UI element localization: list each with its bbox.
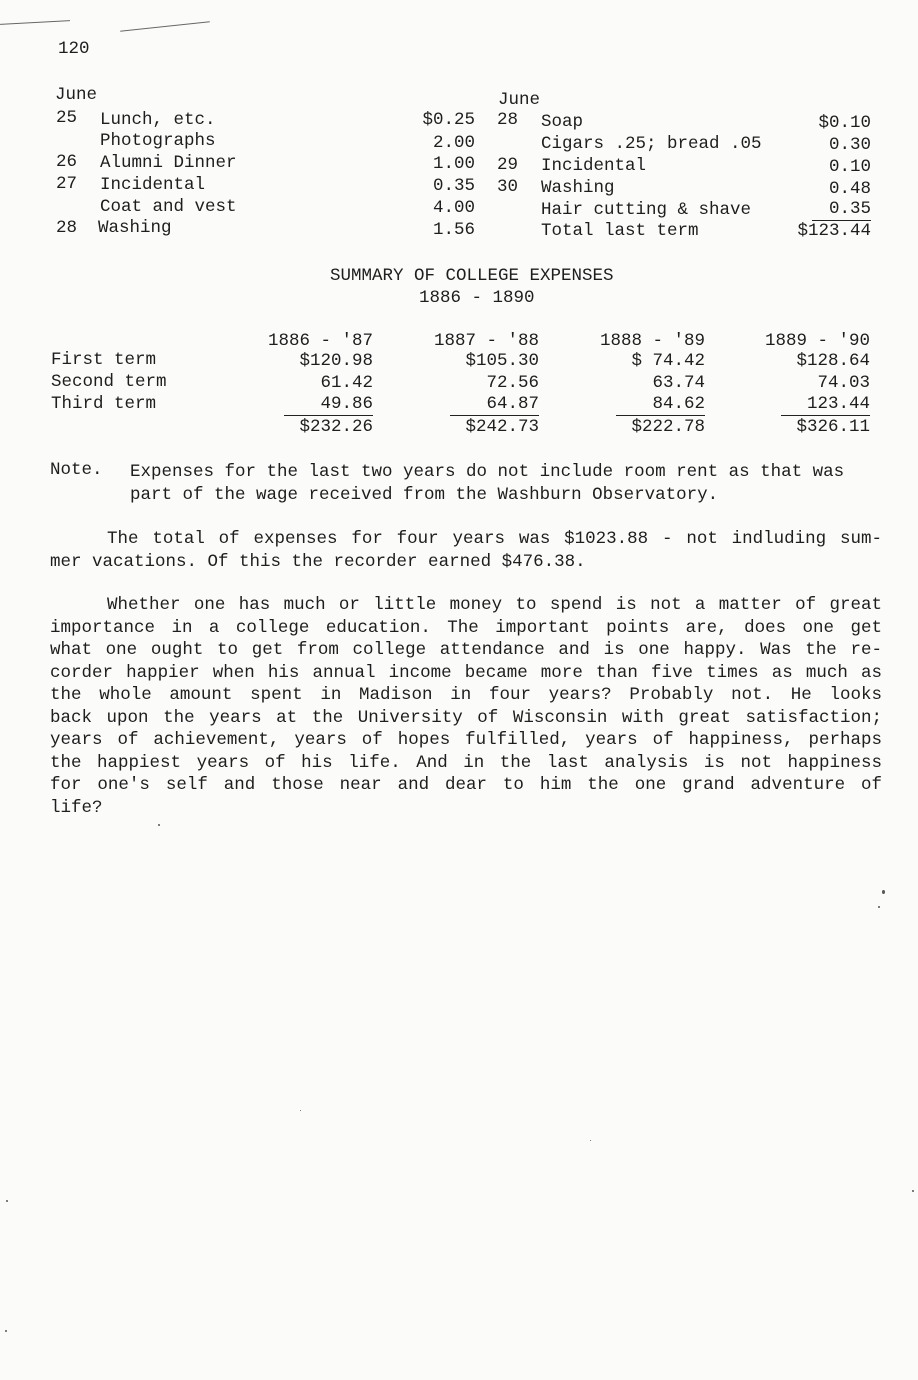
summary-row-label: First term bbox=[51, 350, 157, 370]
paragraph-line: the happiest years of his life. And in the last analysis is not happiness bbox=[50, 752, 882, 773]
paragraph-line: for one's self and those near and dear to him the one grand adventure of bbox=[50, 775, 882, 795]
ledger-item: Cigars .25; bread .05 bbox=[541, 134, 762, 154]
scan-speck bbox=[912, 1190, 914, 1192]
ledger-amount: 1.56 bbox=[432, 220, 475, 240]
scan-speck bbox=[5, 1330, 7, 1332]
summary-cell: 84.62 bbox=[616, 393, 705, 416]
summary-cell: 64.87 bbox=[450, 393, 539, 416]
scan-speck bbox=[158, 824, 160, 826]
ledger-amount: 0.35 bbox=[812, 198, 871, 221]
summary-cell: 72.56 bbox=[486, 373, 539, 393]
summary-total: $232.26 bbox=[299, 417, 373, 437]
summary-total: $222.78 bbox=[631, 417, 705, 437]
summary-cell: $105.30 bbox=[465, 351, 539, 371]
ledger-amount: $0.10 bbox=[818, 113, 871, 133]
paragraph-line: back upon the years at the University of Wisconsin with great satisfaction; bbox=[50, 707, 882, 728]
paragraph-reflection bbox=[50, 594, 882, 819]
ledger-total-amount: $123.44 bbox=[797, 221, 871, 241]
ledger-item: Incidental bbox=[100, 175, 206, 195]
summary-cell: 74.03 bbox=[817, 373, 870, 393]
ledger-amount: $0.25 bbox=[422, 110, 475, 130]
summary-cell: $ 74.42 bbox=[631, 351, 705, 371]
note-line: Expenses for the last two years do not include room rent as that was bbox=[130, 462, 845, 482]
ledger-amount: 0.10 bbox=[828, 157, 871, 177]
ledger-item: Washing bbox=[98, 218, 172, 238]
right-ledger-month: June bbox=[498, 90, 541, 110]
note-line: part of the wage received from the Washburn Observatory. bbox=[130, 485, 719, 505]
paragraph-line: The total of expenses for four years was $1023.88 - not indluding sum- bbox=[107, 529, 882, 549]
ledger-day: 27 bbox=[56, 174, 78, 194]
ledger-amount: 0.30 bbox=[828, 135, 871, 155]
paragraph-total-expenses bbox=[50, 528, 882, 573]
ledger-day: 30 bbox=[497, 177, 519, 197]
left-ledger-month: June bbox=[55, 85, 98, 105]
ledger-item: Hair cutting & shave bbox=[541, 200, 752, 220]
ledger-item: Photographs bbox=[100, 131, 216, 151]
scan-speck bbox=[882, 890, 885, 894]
ledger-day: 29 bbox=[497, 155, 519, 175]
summary-total: $326.11 bbox=[796, 417, 870, 437]
summary-cell: 49.86 bbox=[284, 393, 373, 416]
ledger-item: Alumni Dinner bbox=[100, 153, 237, 173]
ledger-amount: 4.00 bbox=[432, 198, 475, 218]
paragraph-line: life? bbox=[50, 797, 103, 818]
ledger-day: 25 bbox=[56, 108, 78, 128]
ledger-day: 28 bbox=[497, 110, 519, 130]
note-label: Note. bbox=[50, 460, 103, 480]
ledger-amount: 2.00 bbox=[432, 133, 475, 153]
paragraph-line: the whole amount spent in Madison in four years? Probably not. He looks bbox=[50, 685, 882, 705]
summary-column-header: 1888 - '89 bbox=[599, 331, 705, 351]
summary-column-header: 1887 - '88 bbox=[433, 331, 539, 351]
ledger-amount: 0.35 bbox=[432, 176, 475, 196]
ledger-item: Total last term bbox=[541, 221, 699, 241]
paragraph-line: Whether one has much or little money to spend is not a matter of great bbox=[107, 595, 882, 615]
scan-mark bbox=[0, 20, 70, 25]
ledger-item: Washing bbox=[541, 178, 615, 198]
ledger-item: Incidental bbox=[541, 156, 647, 176]
summary-row-label: Second term bbox=[51, 372, 167, 392]
scan-speck bbox=[590, 1140, 591, 1141]
ledger-day: 28 bbox=[56, 218, 78, 238]
summary-cell: $120.98 bbox=[299, 351, 373, 371]
summary-cell: $128.64 bbox=[796, 351, 870, 371]
ledger-amount: 0.48 bbox=[828, 179, 871, 199]
summary-years: 1886 - 1890 bbox=[419, 288, 535, 308]
summary-title: SUMMARY OF COLLEGE EXPENSES bbox=[330, 266, 614, 286]
scan-speck bbox=[300, 1110, 301, 1111]
summary-row-label: Third term bbox=[51, 394, 157, 414]
summary-total: $242.73 bbox=[465, 417, 539, 437]
summary-cell: 123.44 bbox=[781, 393, 870, 416]
ledger-item: Lunch, etc. bbox=[100, 110, 216, 130]
summary-cell: 63.74 bbox=[652, 373, 705, 393]
summary-cell: 61.42 bbox=[320, 373, 373, 393]
ledger-item: Soap bbox=[541, 112, 584, 132]
scan-speck bbox=[6, 1200, 8, 1202]
summary-column-header: 1889 - '90 bbox=[764, 331, 870, 351]
summary-column-header: 1886 - '87 bbox=[267, 331, 373, 351]
paragraph-line: corder happier when his annual income became more than five times as much as bbox=[50, 662, 882, 683]
ledger-amount: 1.00 bbox=[432, 154, 475, 174]
ledger-day: 26 bbox=[56, 152, 78, 172]
paragraph-line: importance in a college education. The important points are, does one get bbox=[50, 617, 882, 638]
ledger-item: Coat and vest bbox=[100, 197, 237, 217]
scan-mark bbox=[120, 21, 210, 31]
paragraph-line: what one ought to get from college attendance and is one happy. Was the re- bbox=[50, 640, 882, 660]
page-number: 120 bbox=[58, 39, 90, 59]
paragraph-line: years of achievement, years of hopes fulfilled, years of happiness, perhaps bbox=[50, 730, 882, 750]
paragraph-line: mer vacations. Of this the recorder earned $476.38. bbox=[50, 551, 586, 572]
scan-speck bbox=[878, 906, 880, 908]
